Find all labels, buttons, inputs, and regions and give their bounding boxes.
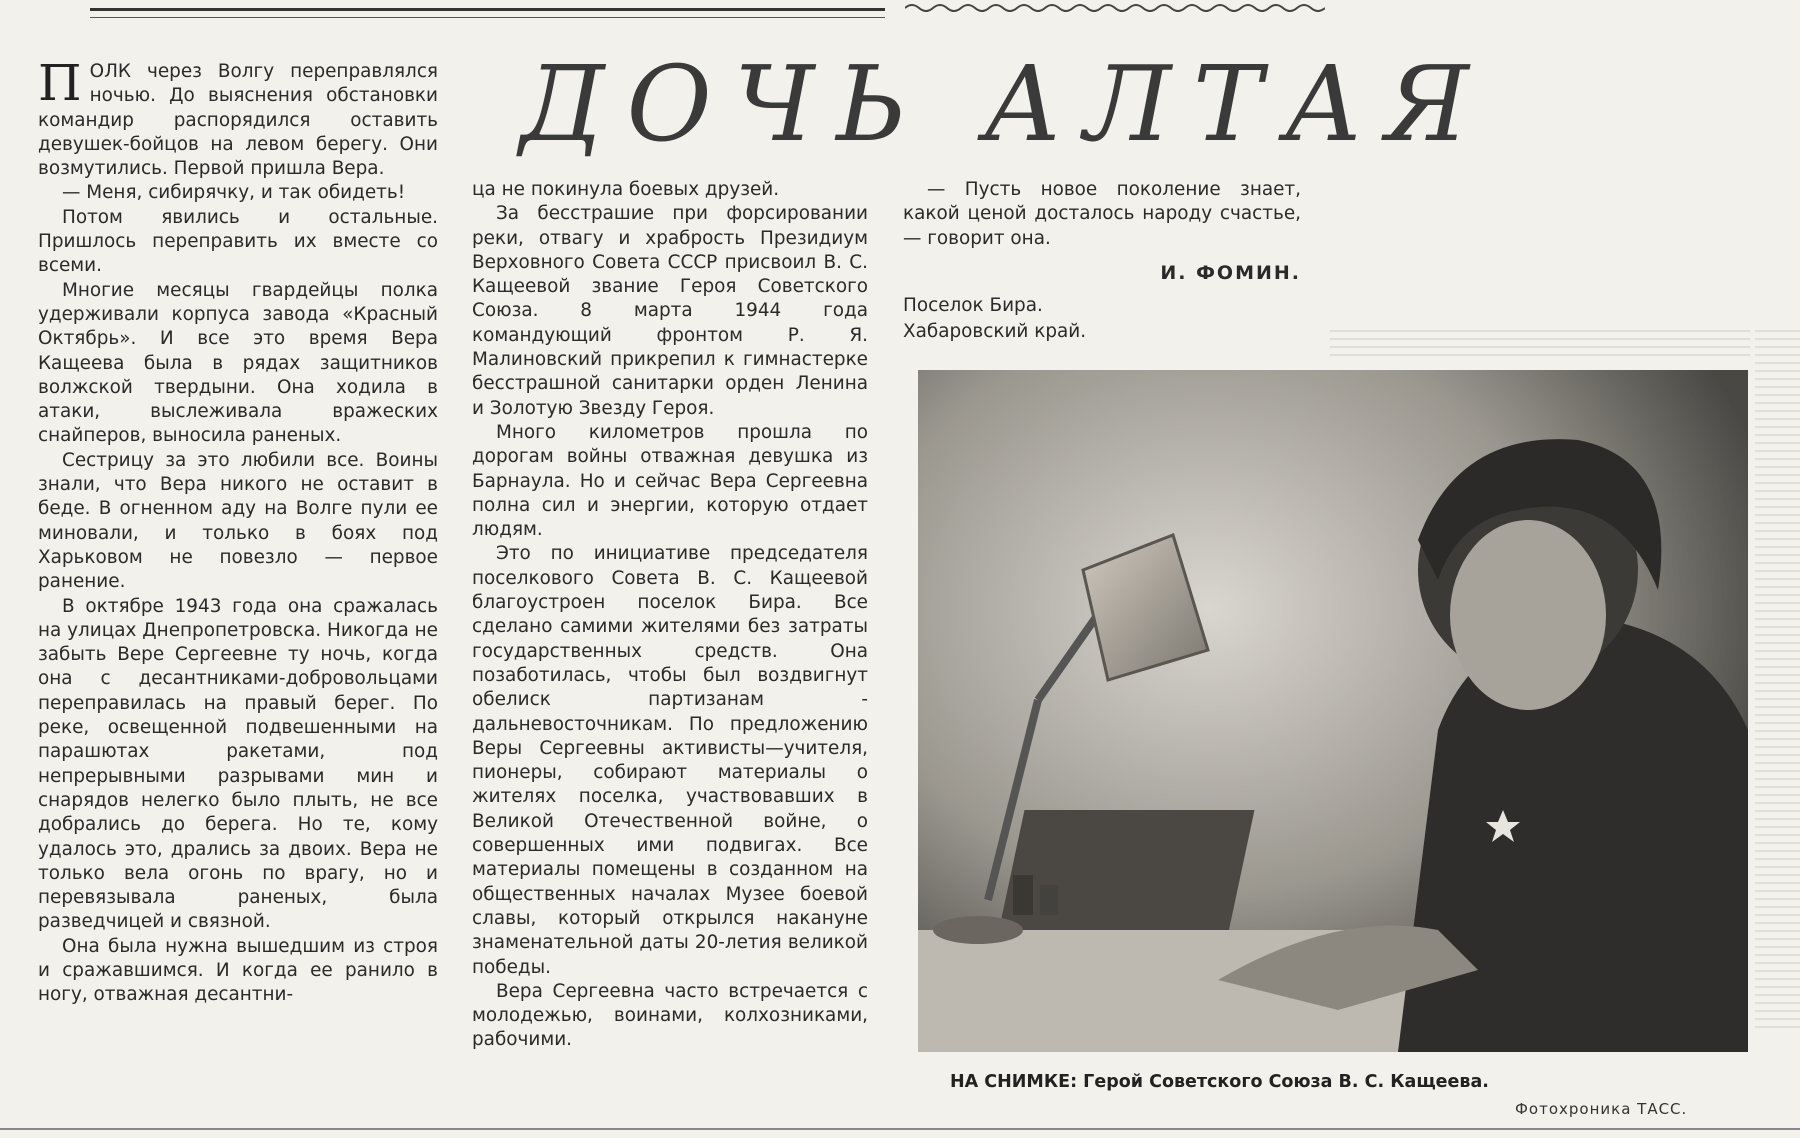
- top-rule: [90, 8, 885, 18]
- article-headline: ДОЧЬ АЛТАЯ: [520, 43, 1492, 165]
- paragraph: — Пусть новое поколение знает, какой ценой досталось народу счастье, — говорит она.: [903, 179, 1301, 249]
- photo-caption: НА СНИМКЕ: Герой Советского Союза В. С. Кащеева.: [950, 1072, 1489, 1092]
- article-column-3: [903, 178, 1301, 345]
- portrait-photo: [918, 370, 1748, 1052]
- paragraph: — Меня, сибирячку, и так обидеть!: [62, 182, 406, 204]
- wavy-rule: [905, 0, 1325, 16]
- paragraph: Вера Сергеевна часто встречается с молодежью, воинами, колхозниками, рабочими.: [472, 980, 868, 1051]
- article-column-1: [38, 54, 438, 1008]
- paragraph: В октябре 1943 года она сражалась на улицах Днепропетровска. Никогда не забыть Вере Сергеевне ту ночь, когда она с десантниками-добровольцами переправилась на правый берег. По реке, освещенной подвешенными на парашютах ракетами, под непрерывными разрывами мин и снарядов нелегко было плыть, не все добрались до берега. Но те, кому удалось это, дрались за двоих. Вера не только вела огонь по врагу, но и перевязывала раненых, была разведчицей и связной.: [38, 595, 438, 933]
- adjacent-column-bleed: [1330, 330, 1750, 360]
- paragraph: За бесстрашие при форсировании реки, отвагу и храбрость Президиум Верховного Совета СССР присвоил В. С. Кащеевой звание Героя Советского Союза. 8 марта 1944 года командующий фронтом Р. Я. Малиновский прикрепил к гимнастерке бесстрашной санитарки орден Ленина и Золотую Звезду Героя.: [472, 203, 868, 419]
- dateline-region: Хабаровский край.: [903, 321, 1087, 343]
- paragraph: Сестрицу за это любили все. Воины знали, что Вера никого не оставит в беде. В огненном аду на Волге пули ее миновали, и только в боях под Харьковом не повезло — первое ранение.: [38, 449, 438, 593]
- drop-cap: П: [38, 54, 82, 112]
- adjacent-column-bleed: [1755, 330, 1800, 1030]
- paragraph: Она была нужна вышедшим из строя и сражавшимся. И когда ее ранило в ногу, отважная десантни-: [38, 935, 438, 1006]
- dateline-town: Поселок Бира.: [903, 295, 1043, 317]
- lead-paragraph: ПОЛК через Волгу переправлялся ночью. До выяснения обстановки командир распорядился оставить девушек-бойцов на левом берегу. Они возмутились. Первой пришла Вера.: [38, 54, 438, 180]
- dateline: [903, 293, 1301, 345]
- paragraph: Потом явились и остальные. Пришлось переправить их вместе со всеми.: [38, 206, 438, 277]
- author-byline: И. ФОМИН.: [1160, 261, 1301, 284]
- paragraph: Это по инициативе председателя поселкового Совета В. С. Кащеевой благоустроен поселок Бира. Все сделано самими жителями без затраты государственных средств. Она позаботилась, чтобы был воздвигнут обелиск партизанам - дальневосточникам. По предложению Веры Сергеевны активисты—учителя, пионеры, собирают материалы о жителях поселка, участвовавших в Великой Отечественной войне, о совершенных ими подвигах. Все материалы помещены в созданном на общественных началах Музее боевой славы, который открылся накануне знаменательной даты 20-летия великой победы.: [472, 543, 868, 978]
- paragraph: Много километров прошла по дорогам войны отважная девушка из Барнаула. Но и сейчас Вера Сергеевна полна сил и энергии, которую отдает людям.: [472, 421, 868, 541]
- paragraph: ца не покинула боевых друзей.: [472, 179, 780, 200]
- photo-illustration: [918, 370, 1748, 1052]
- bottom-rule: [0, 1128, 1800, 1130]
- photo-credit: Фотохроника ТАСС.: [1515, 1100, 1688, 1118]
- paragraph: Многие месяцы гвардейцы полка удерживали корпуса завода «Красный Октябрь». И все это время Вера Кащеева была в рядах защитников волжской твердыни. Она ходила в атаки, выслеживала вражеских снайперов, выносила раненых.: [38, 279, 438, 447]
- article-column-2: [472, 178, 868, 1053]
